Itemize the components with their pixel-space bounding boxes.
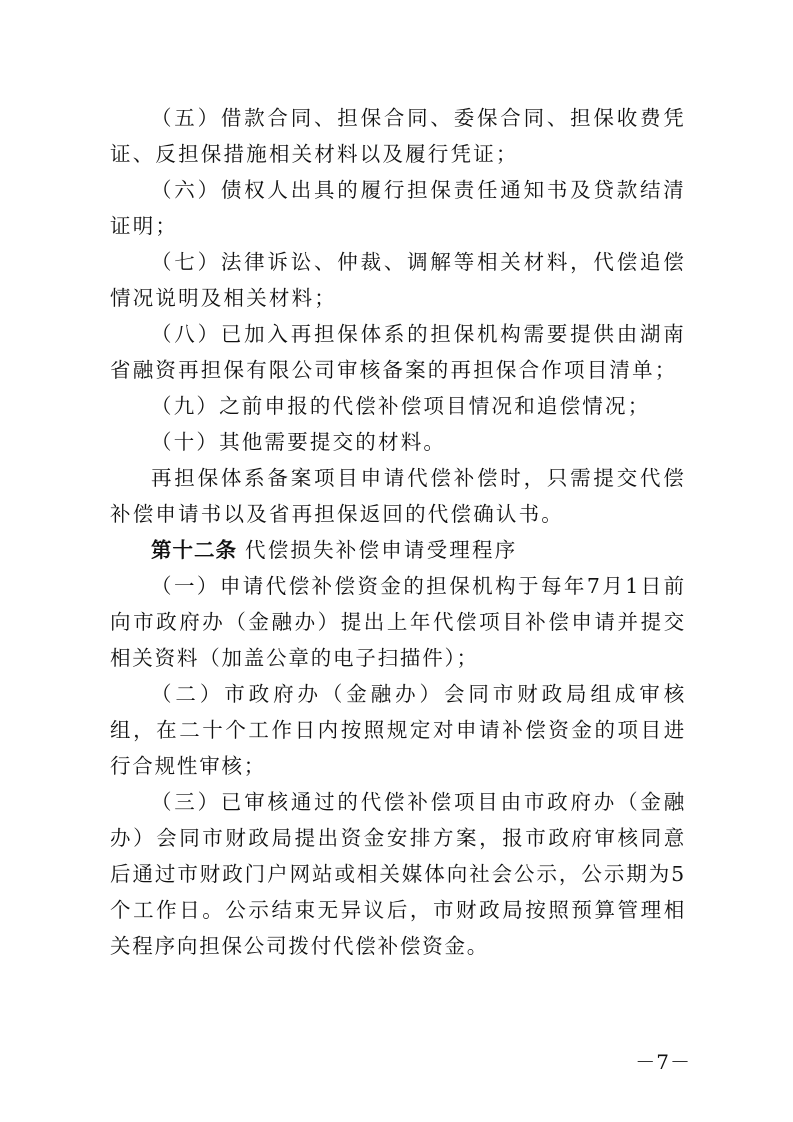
article-title: 代偿损失补偿申请受理程序 <box>245 538 518 562</box>
page-number: －7－ <box>635 1050 691 1074</box>
article-heading: 第十二条 <box>151 538 237 562</box>
paragraph-item-5: （五）借款合同、担保合同、委保合同、担保收费凭证、反担保措施相关材料以及履行凭证； <box>110 106 686 166</box>
document-body <box>110 100 686 964</box>
paragraph-filing-note: 再担保体系备案项目申请代偿补偿时，只需提交代偿补偿申请书以及省再担保返回的代偿确认书。 <box>110 466 686 526</box>
article-12-heading-line <box>110 532 686 568</box>
paragraph-item-9: （九）之前申报的代偿补偿项目情况和追偿情况； <box>151 394 651 418</box>
paragraph-step-3: （三）已审核通过的代偿补偿项目由市政府办（金融办）会同市财政局提出资金安排方案，报市政府审核同意后通过市财政门户网站或相关媒体向社会公示，公示期为5个工作日。公示结束无异议后，市财政局按照预算管理相关程序向担保公司拨付代偿补偿资金。 <box>110 790 686 958</box>
paragraph-item-7: （七）法律诉讼、仲裁、调解等相关材料，代偿追偿情况说明及相关材料； <box>110 250 686 310</box>
paragraph-item-8: （八）已加入再担保体系的担保机构需要提供由湖南省融资再担保有限公司审核备案的再担保合作项目清单； <box>110 322 686 382</box>
paragraph-step-1: （一）申请代偿补偿资金的担保机构于每年7月1日前向市政府办（金融办）提出上年代偿项目补偿申请并提交相关资料（加盖公章的电子扫描件）； <box>110 574 686 670</box>
paragraph-item-10: （十）其他需要提交的材料。 <box>151 430 447 454</box>
paragraph-step-2: （二）市政府办（金融办）会同市财政局组成审核组，在二十个工作日内按照规定对申请补偿资金的项目进行合规性审核； <box>110 682 686 778</box>
paragraph-item-6: （六）债权人出具的履行担保责任通知书及贷款结清证明； <box>110 178 686 238</box>
